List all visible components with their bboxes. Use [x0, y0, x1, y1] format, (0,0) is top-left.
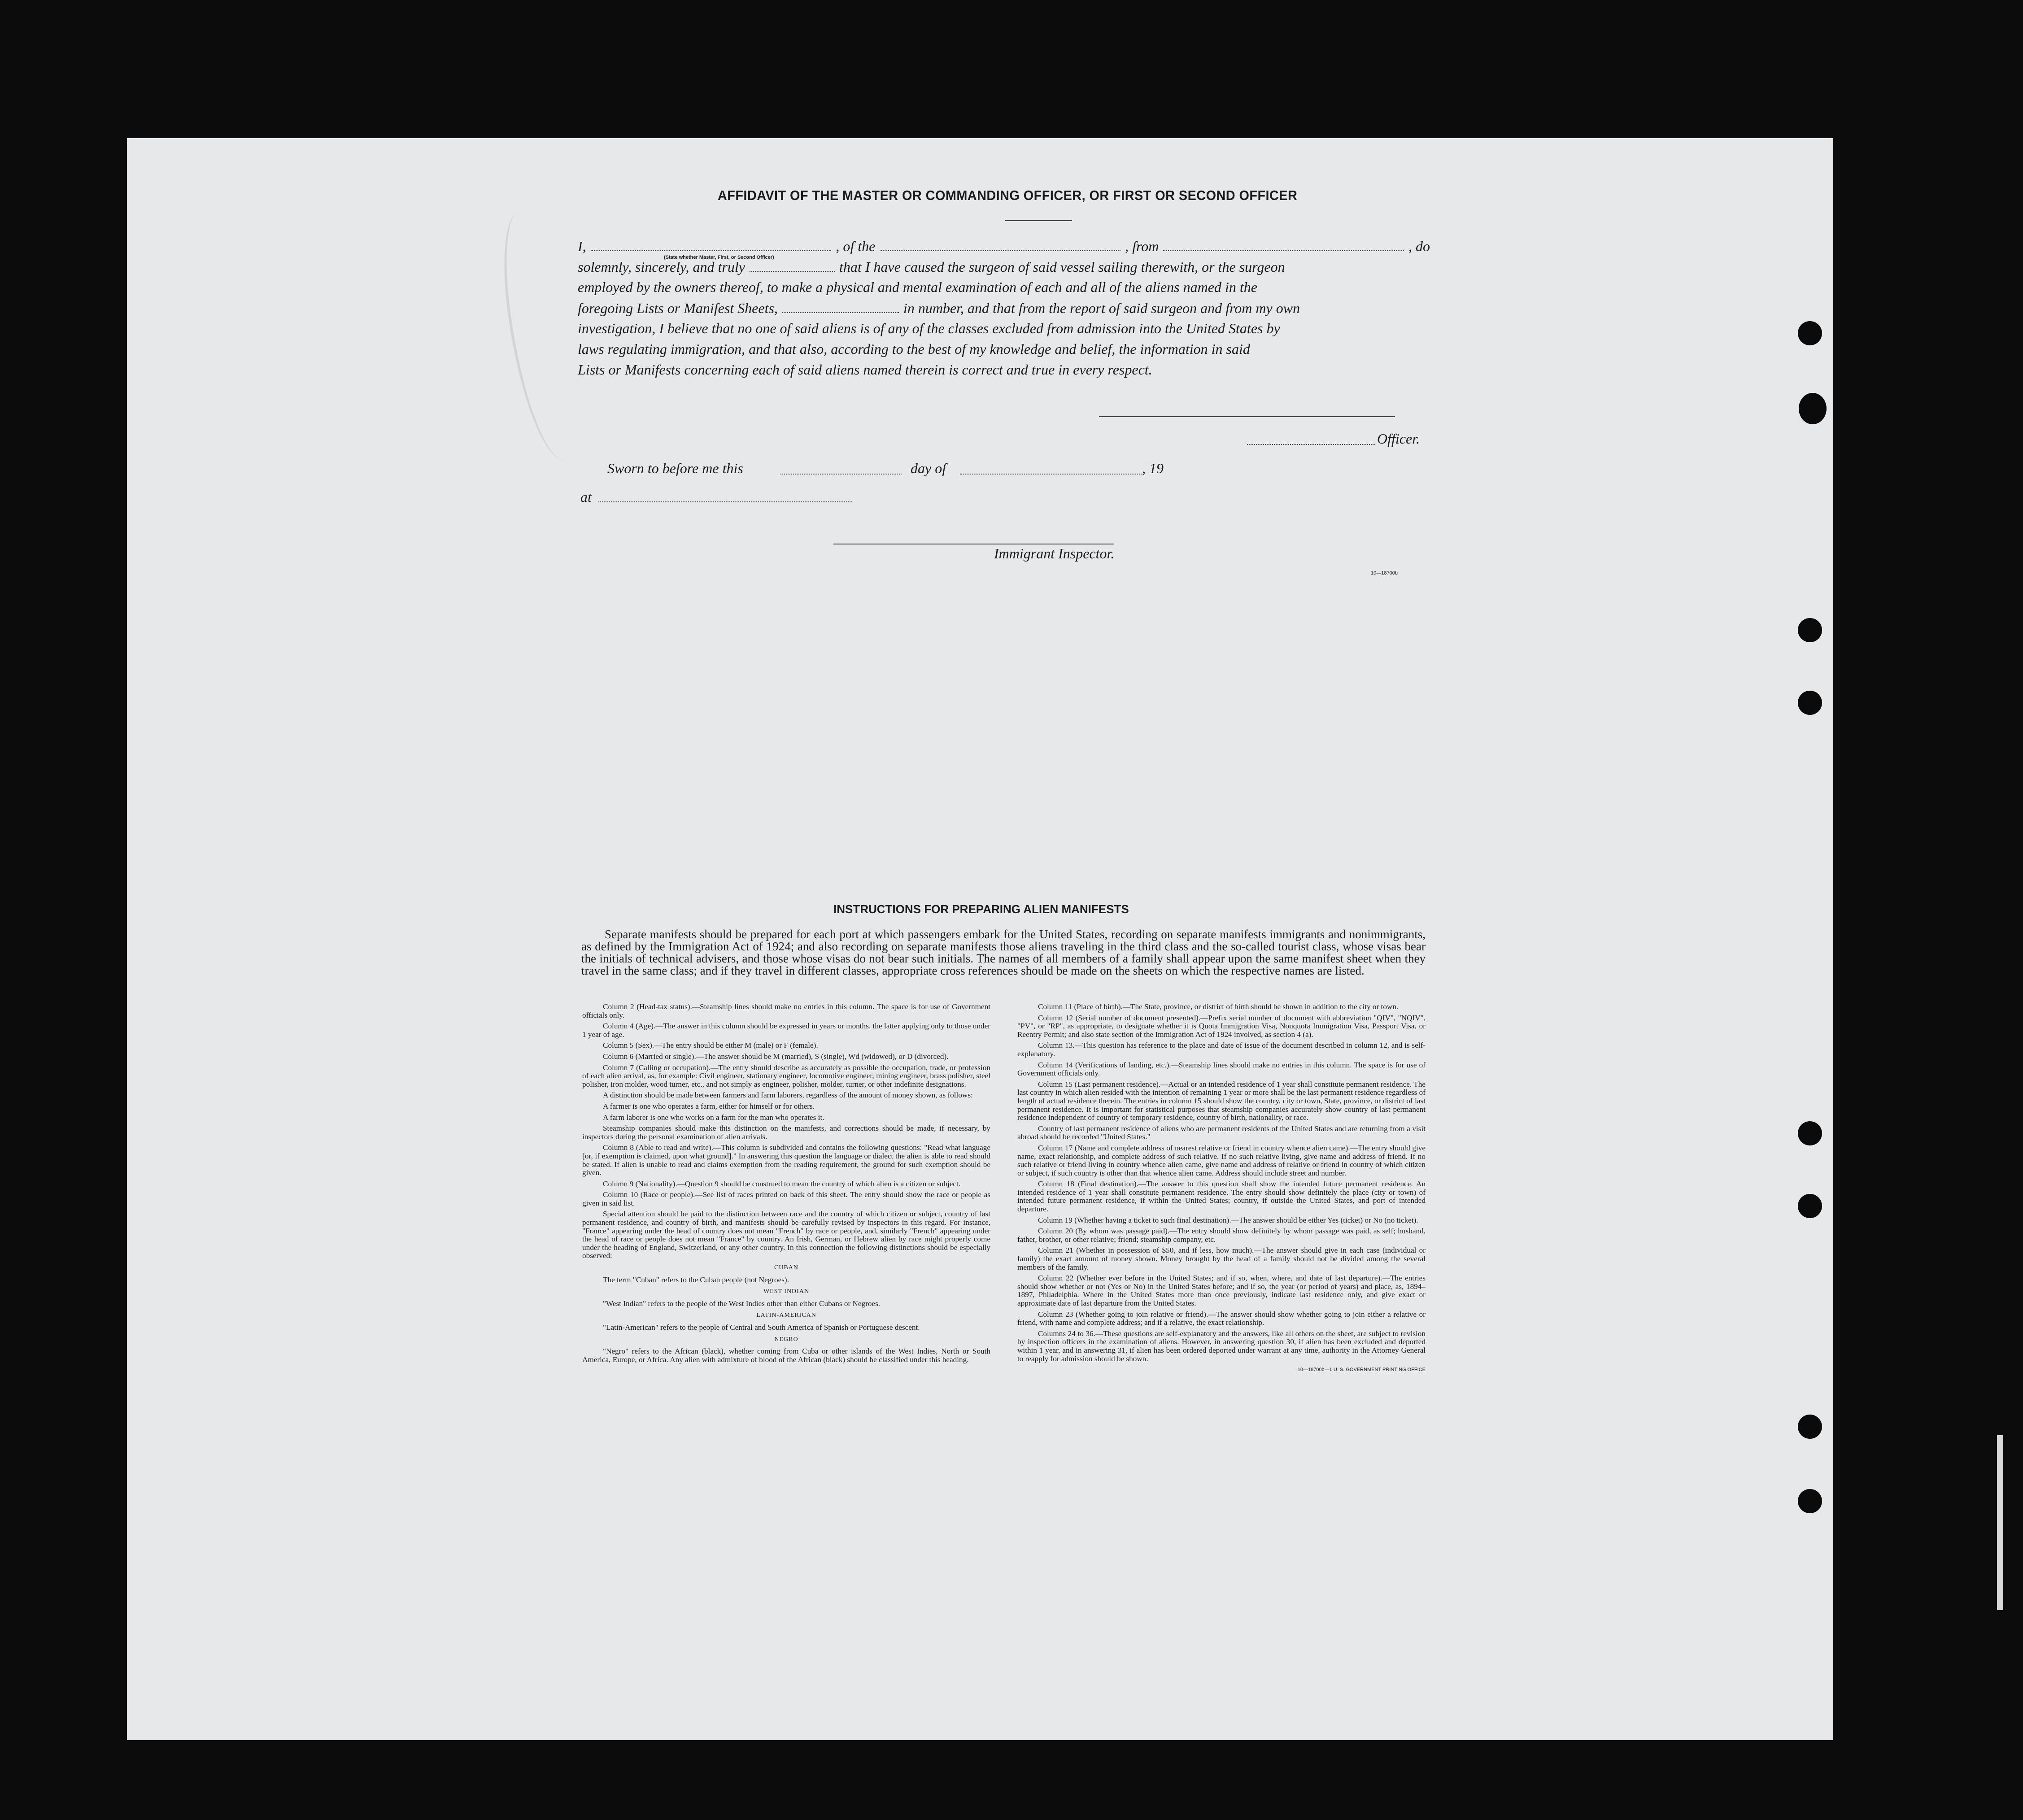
instruction-paragraph: Column 13.—This question has reference to the place and date of issue of the document described in column 12, and is self-explanatory.	[1017, 1041, 1426, 1058]
punch-hole	[1799, 393, 1827, 424]
affidavit-text: I,	[578, 238, 586, 254]
adjacent-page-edge	[1997, 1435, 2003, 1610]
instruction-paragraph: Column 21 (Whether in possession of $50, and if less, how much).—The answer should give in each case (individual or family) the exact amount of money shown. Money brought by the head of a family should not be divided among the several members of the family.	[1017, 1246, 1426, 1271]
sworn-label: Sworn to before me this	[607, 460, 743, 476]
sworn-day-blank[interactable]	[780, 474, 902, 475]
punch-hole	[1798, 1194, 1822, 1218]
oath-word-blank[interactable]	[750, 258, 835, 272]
instruction-paragraph: Column 18 (Final destination).—The answer to this question shall show the intended future permanent residence. An intended residence of 1 year shall constitute permanent residence. The entry should show definitely the place (city or town) of intended future permanent residence, if within the United States; country, if outside the United States, and port of intended departure.	[1017, 1180, 1426, 1214]
affidavit-line-6	[578, 341, 1430, 361]
instruction-paragraph: Column 15 (Last permanent residence).—Actual or an intended residence of 1 year shall constitute permanent residence. The last country in which alien resided with the intention of remaining 1 year or more shall be the last permanent residence regardless of length of actual residence therein. The entries in column 15 should show the country, city or town, State, province, or district of last permanent residence. It is important for statistical purposes that steamship companies accurately show country of last permanent residence independent of country of temporary residence, country of birth, nationality, or race.	[1017, 1080, 1426, 1122]
vessel-name-blank[interactable]	[880, 238, 1120, 251]
subheading-west-indian: WEST INDIAN	[763, 1288, 810, 1295]
punch-hole	[1798, 1489, 1822, 1513]
affidavit-title: AFFIDAVIT OF THE MASTER OR COMMANDING OFFICER, OR FIRST OR SECOND OFFICER	[718, 187, 1298, 203]
affidavit-line-2	[578, 258, 1430, 279]
affidavit-text: foregoing Lists or Manifest Sheets,	[578, 300, 778, 316]
instruction-paragraph: Column 23 (Whether going to join relative or friend).—The answer should show whether going to join either a relative or friend, with name and complete address; and if a relative, the exact relationship.	[1017, 1310, 1426, 1327]
officer-label: Officer.	[1377, 431, 1420, 447]
instruction-paragraph: Column 2 (Head-tax status).—Steamship lines should make no entries in this column. The space is for use of Government officials only.	[582, 1002, 990, 1019]
instruction-paragraph: Column 12 (Serial number of document presented).—Prefix serial number of document with abbreviation "QIV", "NQIV", "PV", or "RP", as appropriate, to designate whether it is Quota Immigration Visa, Nonquota Immigration Visa, Passport Visa, or Reentry Permit; and also state section of the Immigration Act of 1924 involved, as section 4 (a).	[1017, 1013, 1426, 1039]
instruction-paragraph: Column 9 (Nationality).—Question 9 should be construed to mean the country of which alien is a citizen or subject.	[603, 1179, 961, 1188]
affidavit-text: , do	[1408, 238, 1430, 254]
punch-hole	[1798, 1121, 1822, 1145]
officer-title-line[interactable]	[1247, 444, 1375, 446]
form-number: 10—18700b	[1371, 570, 1398, 576]
officer-signature-line[interactable]	[1099, 416, 1395, 417]
instruction-paragraph: Column 10 (Race or people).—See list of races printed on back of this sheet. The entry should show the race or people as given in said list.	[582, 1190, 990, 1207]
instruction-paragraph: Column 22 (Whether ever before in the United States; and if so, when, where, and date of last departure).—The entries should show whether or not (Yes or No) in the United States before; and if so, the year (or period of years) and place, as, 1894–1897, Philadelphia. Where in the United States more than once previously, indicate last residence only, and give exact or approximate date of last departure from the United States.	[1017, 1274, 1426, 1307]
subheading-latin-american: LATIN-AMERICAN	[756, 1312, 816, 1319]
instructions-right-column	[1017, 1003, 1426, 1377]
instruction-paragraph: Column 6 (Married or single).—The answer should be M (married), S (single), Wd (widowed), or D (divorced).	[603, 1052, 949, 1061]
affidavit-line-3	[578, 279, 1430, 300]
affidavit-line-5	[578, 320, 1430, 341]
instructions-left-column	[582, 1003, 990, 1367]
affidavit-text: employed by the owners thereof, to make a physical and mental examination of each and all of the aliens named in the	[578, 279, 1257, 295]
affidavit-text: investigation, I believe that no one of said aliens is of any of the classes excluded from admission into the United States by	[578, 320, 1280, 336]
instruction-paragraph: A farm laborer is one who works on a farm for the man who operates it.	[603, 1113, 824, 1122]
instruction-paragraph: Column 20 (By whom was passage paid).—The entry should show definitely by whom passage was paid, as self; husband, father, brother, or other relative; friend; steamship company, etc.	[1017, 1227, 1426, 1244]
instruction-paragraph: "West Indian" refers to the people of the West Indies other than either Cubans or Negroes.	[603, 1299, 881, 1308]
instructions-intro: Separate manifests should be prepared for each port at which passengers embark for the United States, recording on separate manifests immigrants and nonimmigrants, as defined by the Immigration Act of 1924; and also recording on separate manifests those aliens traveling in the third class and the so-called tourist class, whose visas bear the initials of technical advisers, and those whose visas do not bear such initials. The names of all members of a family shall appear upon the same manifest sheet when they travel in the same class; and if they travel in different classes, appropriate cross references should be made on the sheets on which the respective names are listed.	[581, 927, 1426, 977]
affidavit-text: , from	[1125, 238, 1159, 254]
affidavit-text: laws regulating immigration, and that also, according to the best of my knowledge and belief, the information in said	[578, 341, 1250, 357]
inspector-label: Immigrant Inspector.	[994, 545, 1115, 562]
officer-rank-hint: (State whether Master, First, or Second Officer)	[664, 255, 774, 260]
affidavit-text: Lists or Manifests concerning each of said aliens named therein is correct and true in every respect.	[578, 361, 1152, 378]
affidavit-line-4	[578, 300, 1430, 320]
instruction-paragraph: Column 7 (Calling or occupation).—The entry should describe as accurately as possible the occupation, trade, or profession of each alien arrival, as, for example: Civil engineer, stationary engineer, locomotive engineer, mining engineer, brass polisher, steel polisher, iron molder, wood turner, etc., and not simply as engineer, polisher, molder, turner, or other indefinite designations.	[582, 1063, 990, 1089]
officer-name-blank[interactable]	[591, 238, 832, 251]
instruction-paragraph: Column 11 (Place of birth).—The State, province, or district of birth should be shown in addition to the city or town.	[1038, 1002, 1399, 1011]
year-label: , 19	[1142, 460, 1164, 476]
instruction-paragraph: "Negro" refers to the African (black), whether coming from Cuba or other islands of the West Indies, North or South America, Europe, or Africa. Any alien with admixture of blood of the African (black) should be classified under this heading.	[582, 1347, 990, 1364]
title-rule	[1005, 220, 1072, 221]
at-label: at	[580, 489, 592, 505]
affidavit-text: , of the	[836, 238, 876, 254]
sheet-count-blank[interactable]	[782, 300, 899, 313]
instruction-paragraph: Column 8 (Able to read and write).—This column is subdivided and contains the following questions: "Read what language [or, if exemption is claimed, upon what ground]." In answering this question the language or dialect the alien is able to read should be stated. If alien is unable to read and claims exemption from the reading requirement, the ground for such exemption should be given.	[582, 1143, 990, 1177]
affidavit-text: in number, and that from the report of said surgeon and from my own	[903, 300, 1300, 316]
instruction-paragraph: Column 4 (Age).—The answer in this column should be expressed in years or months, the latter applying only to those under 1 year of age.	[582, 1022, 990, 1039]
instruction-paragraph: A farmer is one who operates a farm, either for himself or for others.	[603, 1102, 815, 1110]
instruction-paragraph: Country of last permanent residence of aliens who are permanent residents of the United States and are returning from a visit abroad should be recorded "United States."	[1017, 1124, 1426, 1141]
affidavit-text: that I have caused the surgeon of said vessel sailing therewith, or the surgeon	[839, 259, 1285, 275]
instructions-title: INSTRUCTIONS FOR PREPARING ALIEN MANIFESTS	[833, 902, 1129, 916]
instruction-paragraph: The term "Cuban" refers to the Cuban people (not Negroes).	[603, 1275, 789, 1284]
sworn-place-blank[interactable]	[598, 501, 852, 503]
affidavit-text: solemnly, sincerely, and truly	[578, 259, 745, 275]
printer-imprint: 10—18700b—1 U. S. GOVERNMENT PRINTING OFFICE	[1297, 1367, 1426, 1373]
punch-hole	[1798, 618, 1822, 642]
affidavit-line-7	[578, 361, 1430, 382]
punch-hole	[1798, 691, 1822, 715]
instruction-paragraph: Column 14 (Verifications of landing, etc.).—Steamship lines should make no entries in this column. The space is for use of Government officials only.	[1017, 1060, 1426, 1078]
instruction-paragraph: "Latin-American" refers to the people of Central and South America of Spanish or Portuguese descent.	[603, 1323, 920, 1332]
instruction-paragraph: Columns 24 to 36.—These questions are self-explanatory and the answers, like all others on the sheet, are subject to revision by inspection officers in the examination of aliens. However, in answering question 30, if alien has been excluded and deported within 1 year, and in answering 31, if alien has been ordered deported under warrant at any time, authority in the Attorney General to reapply for admission should be shown.	[1017, 1329, 1426, 1363]
instruction-paragraph: Steamship companies should make this distinction on the manifests, and corrections should be made, if necessary, by inspectors during the personal examination of alien arrivals.	[582, 1124, 990, 1141]
instruction-paragraph: Special attention should be paid to the distinction between race and the country of which citizen or subject, country of last permanent residence, and country of birth, and manifests should be carefully revised by inspectors in this regard. For instance, "France" appearing under the head of country does not mean "French" by race or people, and, similarly "French" appearing under the head of race or people does not mean "France" by country. An Irish, German, or Hebrew alien by race might properly come under the heading of England, Switzerland, or any other country. In this connection the following distinctions should be especially observed:	[582, 1210, 990, 1260]
punch-hole	[1798, 321, 1822, 345]
instruction-paragraph: Column 5 (Sex).—The entry should be either M (male) or F (female).	[603, 1041, 818, 1050]
instruction-paragraph: Column 17 (Name and complete address of nearest relative or friend in country whence alien came).—The entry should give name, exact relationship, and complete address of such relative. If no such relative living, give name and address of friend. If no such relative or friend living in country whence alien came, give name and address of relative or friend in country of which citizen or subject, if such country is other than that whence alien came. Address should include street and number.	[1017, 1143, 1426, 1177]
instruction-paragraph: Column 19 (Whether having a ticket to such final destination).—The answer should be either Yes (ticket) or No (no ticket).	[1038, 1215, 1418, 1224]
subheading-negro: NEGRO	[774, 1336, 798, 1343]
instruction-paragraph: A distinction should be made between farmers and farm laborers, regardless of the amount of money shown, as follows:	[603, 1091, 973, 1100]
punch-hole	[1798, 1415, 1822, 1439]
port-from-blank[interactable]	[1163, 238, 1404, 251]
subheading-cuban: CUBAN	[774, 1264, 798, 1271]
day-of-label: day of	[911, 460, 946, 476]
sworn-month-blank[interactable]	[960, 474, 1142, 475]
